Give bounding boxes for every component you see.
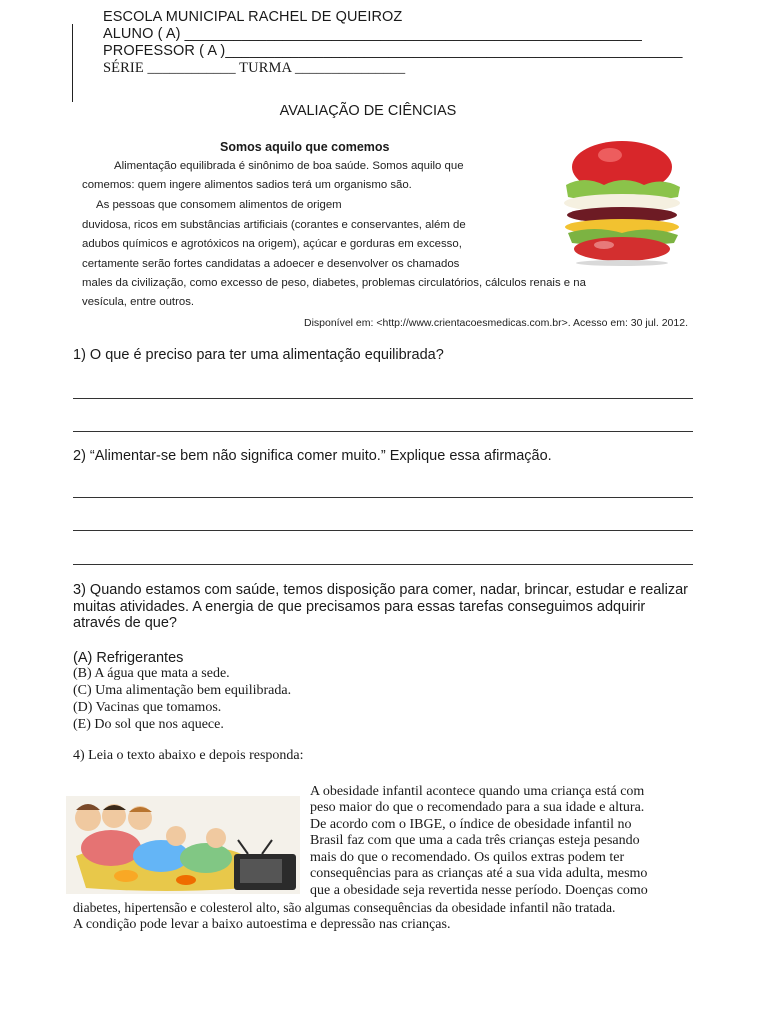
reading-text-line: certamente serão fortes candidatas a adoecer e desenvolver os chamados xyxy=(82,258,460,270)
grade-class-field[interactable]: SÉRIE ____________ TURMA _______________ xyxy=(103,60,406,76)
answer-line[interactable] xyxy=(73,431,693,432)
option-b[interactable]: (B) A água que mata a sede. xyxy=(73,666,230,681)
option-a[interactable]: (A) Refrigerantes xyxy=(73,650,184,666)
obesity-text-line: A condição pode levar a baixo autoestima e depressão nas crianças. xyxy=(73,917,451,932)
reading-text-line: vesícula, entre outros. xyxy=(82,296,195,308)
reading-text-line: As pessoas que consomem alimentos de origem xyxy=(96,199,342,211)
obesity-text-line: A obesidade infantil acontece quando uma criança está com xyxy=(310,784,645,799)
obesity-text-line: De acordo com o IBGE, o índice de obesidade infantil no xyxy=(310,817,632,832)
question-2: 2) “Alimentar-se bem não significa comer muito.” Explique essa afirmação. xyxy=(73,448,552,464)
option-c[interactable]: (C) Uma alimentação bem equilibrada. xyxy=(73,683,292,698)
header-margin-line xyxy=(72,24,73,102)
option-e[interactable]: (E) Do sol que nos aquece. xyxy=(73,717,224,732)
reading-text-title: Somos aquilo que comemos xyxy=(220,140,390,154)
reading-text-line: adubos químicos e agrotóxicos na origem), açúcar e gorduras em excesso, xyxy=(82,238,462,250)
question-1: 1) O que é preciso para ter uma alimentação equilibrada? xyxy=(73,347,444,363)
reading-text-line: duvidosa, ricos em substâncias artificiais (corantes e conservantes, além de xyxy=(82,219,466,231)
obese-children-illustration xyxy=(66,796,300,894)
reading-text-figure xyxy=(78,133,698,333)
answer-line[interactable] xyxy=(73,530,693,531)
obesity-text-line: diabetes, hipertensão e colesterol alto, são algumas consequências da obesidade infantil não tratada. xyxy=(73,900,616,915)
answer-line[interactable] xyxy=(73,497,693,498)
school-name: ESCOLA MUNICIPAL RACHEL DE QUEIROZ xyxy=(103,9,403,25)
page-title: AVALIAÇÃO DE CIÊNCIAS xyxy=(279,103,457,119)
reading-text-line: Alimentação equilibrada é sinônimo de boa saúde. Somos aquilo que xyxy=(114,160,464,172)
obesity-text-line: mais do que o recomendado. Os quilos extras podem ter xyxy=(310,850,625,865)
obesity-text-line: que a obesidade seja revertida nesse período. Doenças como xyxy=(310,883,648,898)
reading-text-source: Disponível em: <http://www.crientacoesmedicas.com.br>. Acesso em: 30 jul. 2012. xyxy=(303,317,688,329)
answer-line[interactable] xyxy=(73,398,693,399)
reading-text-line: comemos: quem ingere alimentos sadios terá um organismo são. xyxy=(82,179,412,191)
fruit-burger-image xyxy=(544,137,692,267)
obesity-text-line: consequências para as crianças até a sua vida adulta, mesmo xyxy=(310,866,648,881)
obesity-text-line: peso maior do que o recomendado para a sua idade e altura. xyxy=(310,800,645,815)
question-3: 3) Quando estamos com saúde, temos disposição para comer, nadar, brincar, estudar e realizar muitas atividades. A energia de que precisamos para essas tarefas conseguimos adquirir através de que? xyxy=(73,582,688,631)
option-d[interactable]: (D) Vacinas que tomamos. xyxy=(73,700,222,715)
question-4: 4) Leia o texto abaixo e depois responda: xyxy=(73,748,304,763)
reading-text-line: males da civilização, como excesso de peso, diabetes, problemas circulatórios, cálculos renais e na xyxy=(82,277,586,289)
teacher-name-field[interactable]: PROFESSOR ( A )________________________________________________________ xyxy=(103,43,683,59)
answer-line[interactable] xyxy=(73,564,693,565)
student-name-field[interactable]: ALUNO ( A) ________________________________________________________ xyxy=(103,26,642,42)
obesity-text-line: Brasil faz com que uma a cada três crianças esteja pesando xyxy=(310,833,640,848)
